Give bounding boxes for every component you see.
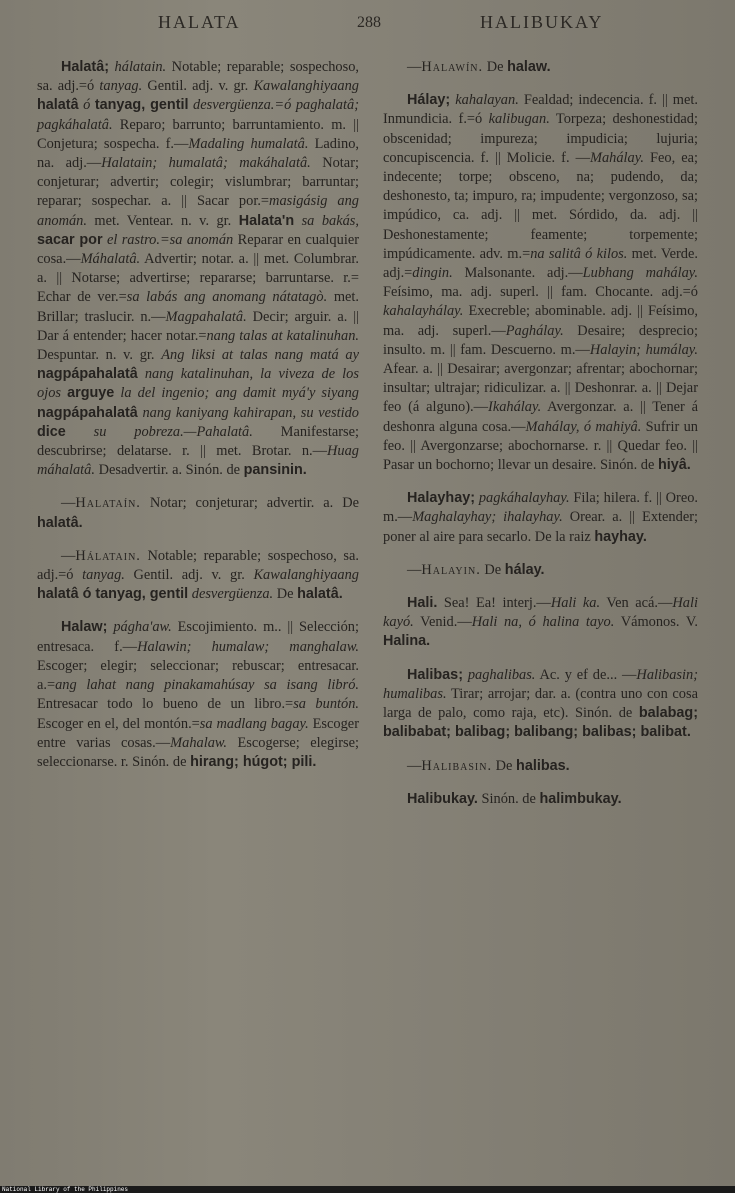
tagalog-text: Mahálay, ó mahiyâ.	[525, 418, 642, 435]
headword: Halaw;	[61, 619, 108, 636]
headword: halatâ.	[297, 586, 343, 603]
headword: tanyag, gentil	[94, 97, 189, 114]
derived-form: Hálatain.	[75, 547, 141, 564]
tagalog-text: nang talas at katalinuhan.	[206, 327, 359, 344]
derived-form: Halawín.	[421, 59, 484, 75]
definition-text: Escoger entre varias cosas.—	[37, 715, 359, 751]
tagalog-text: Kawalanghiyaang	[253, 567, 359, 584]
headword: hayhay.	[594, 528, 647, 545]
tagalog-text: sa buntón.	[293, 696, 359, 713]
dictionary-entry	[37, 494, 359, 532]
headword: Halibas;	[407, 666, 463, 683]
tagalog-text: hálatain.	[114, 59, 167, 75]
headword: Hali.	[407, 595, 438, 612]
headword: Hálay;	[407, 92, 451, 109]
definition-text: Torpeza; deshonestidad; obscenidad; impureza; impudicia; lujuria; concupiscencia. f. || Molicie. f. —	[383, 111, 698, 166]
dictionary-entry	[37, 547, 359, 605]
tagalog-text: págha'aw.	[113, 619, 172, 636]
tagalog-text: Ang liksi at talas nang matá ay	[161, 347, 360, 364]
tagalog-text: Huag máhalatâ.	[37, 443, 359, 479]
tagalog-text: Hali na, ó halina tayo.	[471, 614, 615, 631]
tagalog-text: paghalibas.	[467, 666, 536, 683]
dictionary-entry	[383, 561, 698, 580]
definition-text: —	[407, 561, 422, 578]
tagalog-text: Paghálay.	[505, 322, 564, 339]
tagalog-text: Madaling humalatâ.	[188, 135, 309, 152]
left-column	[37, 58, 359, 786]
definition-text: Execreble; abominable. adj. || Feísimo, ma. adj. superl.—	[383, 303, 698, 339]
tagalog-text: kalibugan.	[488, 111, 550, 128]
definition-text: Desaire; desprecio; insulto. m. || fam. Descuerno. m.—	[383, 322, 698, 358]
definition-text: Despuntar. n. v. gr.	[37, 347, 162, 364]
definition-text: Reparar en cualquier cosa.—	[37, 231, 359, 268]
headword: Halatâ;	[61, 59, 109, 75]
definition-text: Avergonzar. a. || Tener á deshonra alguna cosa.—	[383, 399, 698, 435]
tagalog-text: Halayin; humálay.	[589, 341, 698, 358]
definition-text: Ven acá.—	[600, 595, 673, 612]
tagalog-text: masigásig ang anomán.	[37, 193, 359, 229]
tagalog-text: dingin.	[412, 265, 453, 282]
definition-text: Afear. a. || Desairar; avergonzar; afrentar; abochornar; insultar; ultrajar; ridiculizar. a. || Deshonrar. a. || Dejar feo (á alguno).—	[383, 361, 698, 416]
definition-text: Desadvertir. a. Sinón. de	[94, 462, 244, 479]
tagalog-text: Halawin; humalaw; manghalaw.	[137, 638, 359, 655]
definition-text: Fila; hilera. f. || Oreo. m.—	[383, 490, 698, 526]
definition-text: Fealdad; indecencia. f. || met. Inmundicia. f.=ó	[383, 92, 698, 128]
derived-form: Halayin.	[421, 561, 481, 578]
definition-text: Tirar; arrojar; dar. a. (contra uno con cosa larga de palo, como raja, etc). Sinón. de	[383, 685, 698, 722]
headword: dice	[37, 423, 66, 440]
definition-text: Decir; arguir. a. || Dar á entender; hacer notar.=	[37, 308, 359, 344]
headword: Halibukay.	[407, 790, 478, 807]
tagalog-text: Hali ka.	[550, 595, 601, 612]
dictionary-entry	[383, 666, 698, 743]
tagalog-text: ó	[78, 97, 95, 114]
definition-text: Escojimiento. m.. || Selección; entresaca. f.—	[37, 619, 359, 655]
headword: Halina.	[383, 633, 431, 650]
tagalog-text: ang lahat nang pinakamahúsay sa isang libró.	[55, 677, 359, 694]
definition-text: —	[61, 547, 76, 564]
definition-text: Ac. y ef de... —	[535, 666, 637, 683]
definition-text: De	[492, 757, 517, 774]
tagalog-text: Lubhang mahálay.	[582, 265, 698, 282]
tagalog-text: el rastro.=sa anomán	[106, 231, 234, 248]
definition-text: Malsonante. adj.—	[452, 265, 583, 282]
tagalog-text: kahalayan.	[455, 92, 519, 109]
definition-text: Reparo; barrunto; barruntamiento. m. || Conjetura; sospecha. f.—	[37, 116, 359, 152]
right-column	[383, 58, 698, 823]
headword: pansinin.	[243, 462, 307, 479]
tagalog-text: Máhalatâ.	[80, 251, 141, 268]
dictionary-entry	[383, 489, 698, 547]
tagalog-text: kahalayhálay.	[383, 303, 464, 320]
definition-text	[294, 213, 301, 229]
definition-text: Escoger; elegir; seleccionar; rebuscar; entresacar. a.=	[37, 657, 359, 694]
dictionary-entry	[37, 618, 359, 772]
definition-text: Sea! Ea! interj.—	[437, 595, 551, 612]
headword: nagpápahalatâ	[37, 366, 138, 383]
running-header-left: HALATA	[158, 12, 241, 32]
definition-text: met. Verde. adj.=	[383, 245, 698, 282]
tagalog-text: sa bakás,	[301, 212, 359, 229]
tagalog-text: sa labás ang anomang nátatagò.	[126, 289, 328, 306]
definition-text: De	[273, 586, 298, 603]
definition-text: Entresacar todo lo bueno de un libro.=	[37, 696, 294, 713]
headword: halatâ ó tanyag, gentil	[37, 586, 189, 603]
definition-text: Notar; conjeturar; advertir; colegir; vislumbrar; barruntar; reparar; sospechar. a. || Sacar por.=	[37, 155, 359, 210]
definition-text: Notar; conjeturar; advertir. a. De	[140, 495, 359, 512]
definition-text: Vámonos. V.	[614, 614, 698, 631]
headword: sacar por	[37, 231, 103, 248]
derived-form: Halibasin.	[421, 757, 493, 774]
headword: Halayhay;	[407, 490, 475, 507]
tagalog-text: Ikahálay.	[488, 399, 542, 416]
headword: balabag; balibabat; balibag; balibang; balibas; balibat.	[383, 705, 698, 741]
tagalog-text: tanyag.	[82, 567, 125, 584]
definition-text: —	[407, 59, 422, 75]
headword: hiyâ.	[657, 457, 691, 474]
definition-text: met. Brillar; traslucir. n.—	[37, 289, 360, 325]
headword: halimbukay.	[539, 790, 622, 807]
tagalog-text: Mahálay.	[589, 149, 644, 166]
running-header-right: HALIBUKAY	[480, 12, 604, 32]
tagalog-text: Halatain; humalatâ; makáhalatâ.	[101, 155, 311, 172]
definition-text: Escoger en el, del montón.=	[37, 715, 200, 732]
tagalog-text: Kawalanghiyaang	[253, 78, 359, 95]
tagalog-text: sa madlang bagay.	[199, 715, 309, 732]
definition-text: Gentil. adj. v. gr.	[124, 567, 254, 584]
definition-text: Ladino, na. adj.—	[37, 135, 359, 172]
tagalog-text: su pobreza.—Pahalatâ.	[93, 423, 253, 440]
definition-text: Escogerse; elegirse; seleccionarse. r. Sinón. de	[37, 734, 359, 770]
headword: halatâ.	[37, 514, 83, 531]
definition-text: De	[480, 561, 505, 578]
tagalog-text: desvergüenza.=ó paghalatâ; pagkáhalatâ.	[37, 97, 359, 133]
tagalog-text: Mahalaw.	[170, 734, 228, 751]
tagalog-text: nang katalinuhan, la viveza de los ojos	[37, 366, 359, 402]
tagalog-text: na salitâ ó kilos.	[530, 245, 628, 262]
headword: nagpápahalatâ	[37, 404, 138, 421]
headword: arguye	[67, 385, 115, 402]
dictionary-entry	[383, 757, 698, 776]
dictionary-entry	[37, 58, 359, 480]
tagalog-text: Magpahalatâ.	[165, 308, 247, 325]
definition-text: met. Ventear. n. v. gr.	[86, 212, 239, 229]
dictionary-entry	[383, 58, 698, 77]
definition-text: Feísimo, ma. adj. superl. || fam. Chocante. adj.=ó	[383, 284, 698, 301]
definition-text: Feo, ea; indecente; torpe; obsceno, na; pudendo, da; deshonesto, ta; impuro, ra; impudente; vergonzoso, sa; impúdico, ca. adj. || met. Sórdido, da. adj. || Deshonestamente; feamente; torpemente; impúdicamente. adv. m.=	[383, 149, 698, 262]
definition-text: Notable; reparable; sospechoso, sa. adj.=ó	[37, 59, 359, 95]
footer-credit: National Library of the Philippines	[0, 1186, 735, 1193]
derived-form: Halataín.	[75, 495, 141, 512]
headword: hálay.	[504, 561, 545, 578]
dictionary-entry	[383, 91, 698, 475]
tagalog-text: Halibasin; humalibas.	[383, 666, 698, 702]
headword: halatâ	[37, 97, 79, 114]
headword: hirang; húgot; pili.	[190, 753, 317, 770]
headword: halibas.	[516, 757, 570, 774]
definition-text: Advertir; notar. a. || met. Columbrar. a. || Notarse; advertirse; repararse; barruntarse. r.= Echar de ver.=	[37, 251, 359, 306]
definition-text: Orear. a. || Extender; poner al aire para secarlo. De la raiz	[383, 509, 698, 545]
definition-text: Manifestarse; descubrirse; delatarse. r. || met. Brotar. n.—	[37, 423, 359, 460]
definition-text: —	[61, 495, 76, 512]
definition-text: —	[407, 757, 422, 774]
definition-text: Sufrir un feo. || Avergonzarse; abochornarse. r. || Quedar feo. || Pasar un bochorno; llevar un desaire. Sinón. de	[383, 418, 698, 474]
dictionary-entry	[383, 594, 698, 652]
tagalog-text: tanyag.	[99, 78, 143, 95]
definition-text: Sinón. de	[477, 790, 540, 807]
tagalog-text: nang kaniyang kahirapan, su vestido	[142, 404, 359, 421]
tagalog-text: Maghalayhay; ihalayhay.	[412, 509, 563, 526]
definition-text	[138, 366, 145, 382]
tagalog-text: pagkáhalayhay.	[478, 490, 570, 507]
tagalog-text: Hali kayó.	[383, 595, 698, 631]
dictionary-entry	[383, 790, 698, 809]
definition-text: Notable; reparable; sospechoso, sa. adj.=ó	[37, 547, 359, 584]
headword: Halata'n	[238, 212, 295, 229]
definition-text: Venid.—	[413, 614, 472, 631]
page-number: 288	[357, 14, 381, 31]
definition-text	[66, 424, 94, 440]
definition-text: Gentil. adj. v. gr.	[142, 78, 254, 95]
tagalog-text: la del ingenio; ang damit myá'y siyang	[120, 385, 359, 402]
definition-text: De	[483, 59, 508, 75]
tagalog-text: desvergüenza.	[191, 586, 274, 603]
headword: halaw.	[507, 59, 551, 75]
